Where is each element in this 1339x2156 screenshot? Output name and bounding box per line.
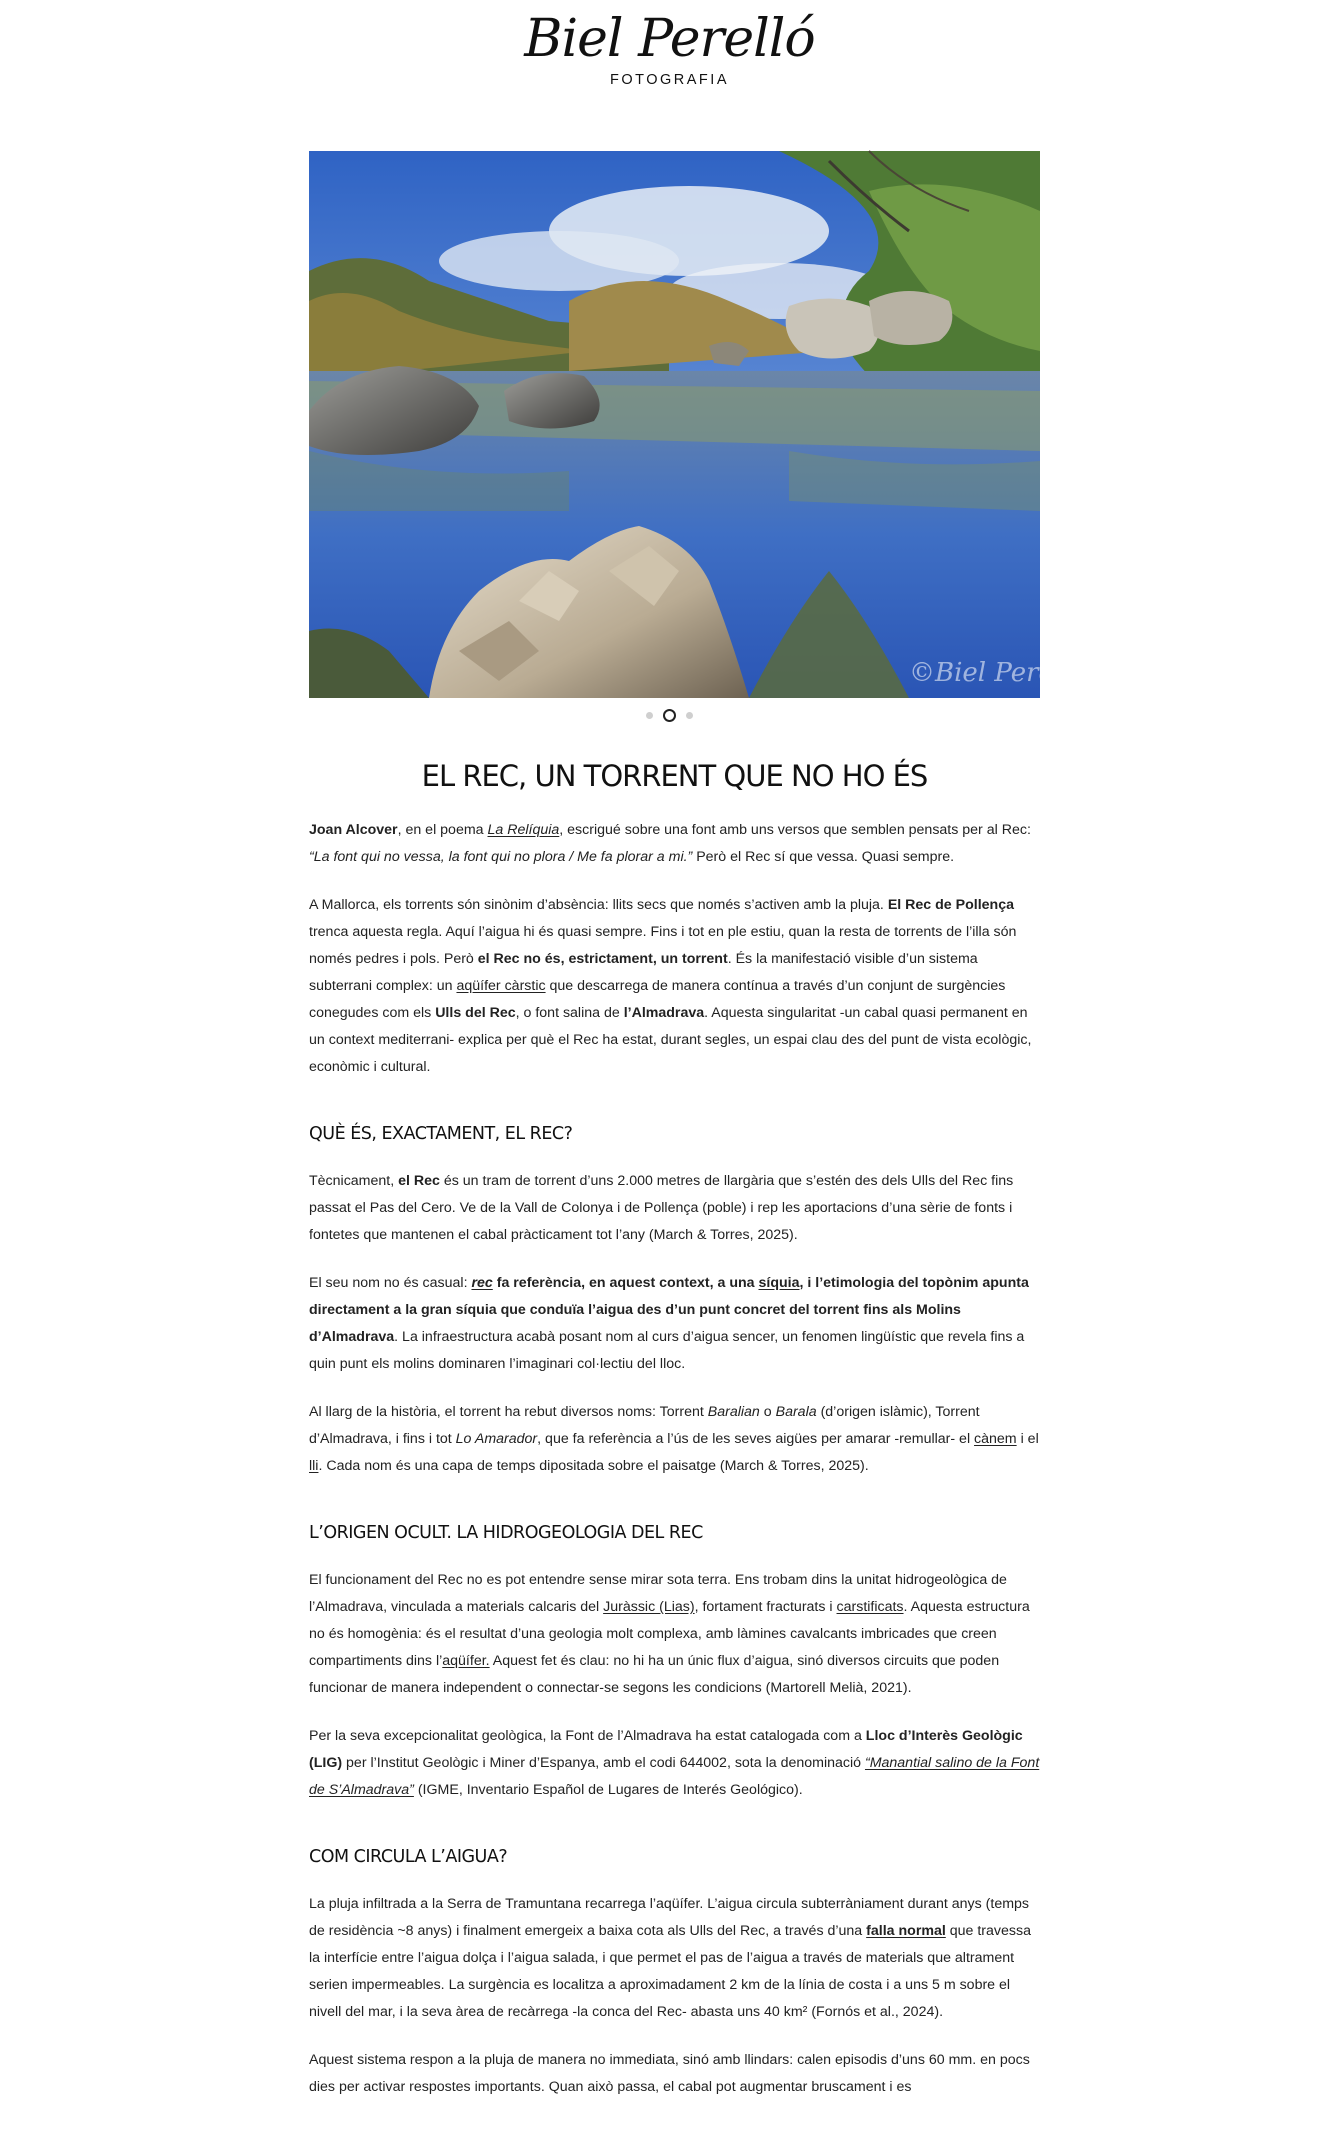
bold-text: l’Almadrava (623, 1005, 705, 1021)
text-span: (d’origen islàmic), Torrent d’Almadrava, i fins i tot (309, 1404, 980, 1447)
photo-watermark: ©Biel Perelló (909, 658, 1087, 688)
carousel-dots (0, 709, 1339, 722)
aquifer-link-2[interactable]: aqüífer. (442, 1653, 490, 1669)
text-span: Aquest sistema respon a la pluja de manera no immediata, sinó amb llindars: calen episodis d’uns 60 mm. en pocs dies per activar respostes importants. Quan això passa, el cabal pot augmentar bruscament i es (309, 2052, 1030, 2095)
carousel-dot-1[interactable] (646, 712, 653, 719)
paragraph-lig (309, 1723, 1040, 1804)
section-heading-com-circula: COM CIRCULA L’AIGUA? (309, 1847, 508, 1867)
text-span: El funcionament del Rec no es pot entendre sense mirar sota terra. Ens trobam dins la unitat hidrogeològica de l’Almadrava, vinculada a materials calcaris del (309, 1572, 1007, 1615)
text-span: . Aquesta estructura no és homogènia: és el resultat d’una geologia molt complexa, amb làmines cavalcants imbricades que creen compartiments dins l’ (309, 1599, 1030, 1669)
aquifer-link[interactable]: aqüífer càrstic (456, 978, 546, 994)
lli-link[interactable]: lli (309, 1458, 319, 1474)
canem-link[interactable]: cànem (974, 1431, 1017, 1447)
paragraph-intro (309, 817, 1040, 871)
text-span: . Cada nom és una capa de temps dipositada sobre el paisatge (March & Torres, 2025). (318, 1458, 869, 1474)
paragraph-nom (309, 1270, 1040, 1378)
italic-text: Baralian (707, 1404, 760, 1420)
text-span: que travessa la interfície entre l’aigua dolça i l’aigua salada, i que permet el pas de l’aigua a través de materials que altrament serien impermeables. La surgència es localitza a aproximadament 2 km de la línia de costa i a uns 5 m sobre el nivell del mar, i la seva àrea de recàrrega -la conca del Rec- abasta uns 40 km² (Fornós et al., 2024). (309, 1923, 1031, 2020)
text-span: , o font salina de (515, 1005, 624, 1021)
text-span: Però el Rec sí que vessa. Quasi sempre. (692, 849, 955, 865)
river-landscape-image (309, 151, 1087, 698)
logo-signature: Biel Perelló (524, 9, 815, 69)
italic-text: Lo Amarador (455, 1431, 538, 1447)
paragraph-torrents (309, 892, 1040, 1081)
hero-photo[interactable] (309, 151, 1087, 698)
bold-text: el Rec (398, 1173, 440, 1189)
text-span: (IGME, Inventario Español de Lugares de Interés Geológico). (413, 1782, 803, 1798)
siquia-link[interactable]: síquia (758, 1275, 800, 1291)
falla-normal-link[interactable]: falla normal (866, 1923, 946, 1939)
text-span: El seu nom no és casual: (309, 1275, 472, 1291)
logo-subtitle: FOTOGRAFIA (610, 72, 729, 88)
text-span: o (759, 1404, 776, 1420)
bold-text: El Rec de Pollença (887, 897, 1014, 913)
text-span: , que fa referència a l’ús de les seves aigües per amarar -remullar- el (537, 1431, 975, 1447)
poem-link[interactable]: La Relíquia (487, 822, 560, 838)
text-span: , fortament fracturats i (694, 1599, 837, 1615)
bold-text: el Rec no és, estrictament, un torrent (477, 951, 728, 967)
paragraph-pluja (309, 1891, 1040, 2026)
site-logo[interactable] (0, 8, 1339, 88)
author-name: Joan Alcover (309, 822, 398, 838)
text-span: La pluja infiltrada a la Serra de Tramuntana recarrega l’aqüífer. L’aigua circula subterràniament durant anys (temps de residència ~8 anys) i finalment emergeix a baixa cota als Ulls del Rec, a través d’una (309, 1896, 1030, 1939)
text-span: A Mallorca, els torrents són sinònim d’absència: llits secs que només s’activen amb la pluja. (309, 897, 888, 913)
italic-text: Barala (775, 1404, 817, 1420)
site-header (0, 0, 1339, 150)
paragraph-tecnicament (309, 1168, 1040, 1249)
bold-text: , i l’etimologia del topònim apunta directament a la gran síquia que conduïa l’aigua des d’un punt concret del torrent fins als Molins d’Almadrava (309, 1275, 1029, 1345)
jurassic-link[interactable]: Juràssic (Lias) (603, 1599, 695, 1615)
section-heading-que-es: QUÈ ÉS, EXACTAMENT, EL REC? (309, 1124, 573, 1144)
bold-text: Lloc d’Interès Geològic (LIG) (309, 1728, 1023, 1771)
text-span: és un tram de torrent d’uns 2.000 metres de llargària que s’estén des dels Ulls del Rec fins passat el Pas del Cero. Ve de la Vall de Colonya i de Pollença (poble) i rep les aportacions d’una sèrie de fonts i fontetes que mantenen el cabal pràcticament tot l’any (March & Torres, 2025). (309, 1173, 1014, 1243)
carousel-dot-3[interactable] (686, 712, 693, 719)
paragraph-funcionament (309, 1567, 1040, 1702)
paragraph-sistema (309, 2047, 1040, 2101)
text-span: trenca aquesta regla. Aquí l’aigua hi és quasi sempre. Fins i tot en ple estiu, quan la resta de torrents de l’illa són només pedres i pols. Però (309, 924, 1017, 967)
article-body (309, 750, 1040, 2101)
text-span: , en el poema (397, 822, 488, 838)
text-span: que descarrega de manera contínua a través d’un conjunt de surgències conegudes com els (309, 978, 1006, 1021)
article-title: EL REC, UN TORRENT QUE NO HO ÉS (421, 759, 928, 793)
igme-link[interactable]: “Manantial salino de la Font de S’Almadrava” (309, 1755, 1040, 1798)
text-span: i el (1016, 1431, 1039, 1447)
carstificats-link[interactable]: carstificats (836, 1599, 904, 1615)
carousel-dot-2-active[interactable] (663, 709, 676, 722)
bold-text: Ulls del Rec (435, 1005, 516, 1021)
section-heading-origen: L’ORIGEN OCULT. LA HIDROGEOLOGIA DEL REC (309, 1523, 703, 1543)
text-span: Al llarg de la història, el torrent ha rebut diversos noms: Torrent (309, 1404, 708, 1420)
text-span: , escrigué sobre una font amb uns versos que semblen pensats per al Rec: (559, 822, 1031, 838)
text-span: . La infraestructura acabà posant nom al curs d’aigua sencer, un fenomen lingüístic que revela fins a quin punt els molins dominaren l’imaginari col·lectiu del lloc. (309, 1329, 1025, 1372)
bold-text: fa referència, en aquest context, a una (492, 1275, 759, 1291)
text-span: per l’Institut Geològic i Miner d’Espanya, amb el codi 644002, sota la denominació (342, 1755, 865, 1771)
poem-quote: “La font qui no vessa, la font qui no plora / Me fa plorar a mi.” (309, 849, 693, 865)
text-span: . Aquesta singularitat -un cabal quasi permanent en un context mediterrani- explica per què el Rec ha estat, durant segles, un espai clau des del punt de vista ecològic, econòmic i cultural. (309, 1005, 1032, 1075)
rec-link[interactable]: rec (471, 1275, 493, 1291)
paragraph-noms (309, 1399, 1040, 1480)
text-span: Aquest fet és clau: no hi ha un únic flux d’aigua, sinó diversos circuits que poden funcionar de manera independent o connectar-se segons les condicions (Martorell Melià, 2021). (309, 1653, 1000, 1696)
text-span: . És la manifestació visible d’un sistema subterrani complex: un (309, 951, 978, 994)
text-span: Tècnicament, (309, 1173, 399, 1189)
text-span: Per la seva excepcionalitat geològica, la Font de l’Almadrava ha estat catalogada com a (309, 1728, 866, 1744)
